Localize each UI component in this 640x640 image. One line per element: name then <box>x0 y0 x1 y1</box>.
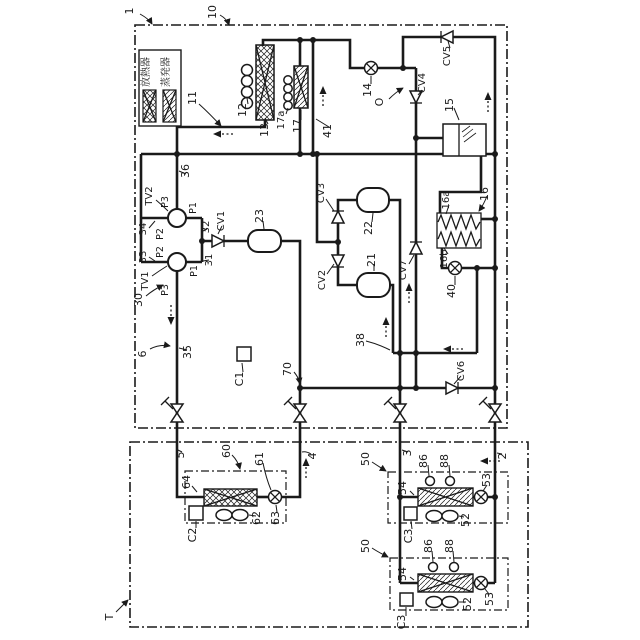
label-40: 40 <box>445 284 458 298</box>
label-11: 11 <box>186 91 199 105</box>
fan-52a <box>426 511 458 522</box>
label-tv1-p3: P3 <box>160 284 171 296</box>
label-cv7: CV7 <box>398 259 409 281</box>
service-valve-2 <box>284 397 306 422</box>
label-c3a: C3 <box>402 528 415 544</box>
label-86a: 86 <box>417 454 430 468</box>
compressor-22 <box>357 188 389 212</box>
label-c3b: C3 <box>395 614 408 630</box>
fan-52b <box>426 597 458 608</box>
label-17a: 17a <box>276 110 287 130</box>
label-53a: 53 <box>480 473 493 487</box>
label-tv2-p3: P3 <box>160 196 171 208</box>
label-t: T <box>103 613 116 621</box>
label-tv1-p2: P2 <box>155 246 166 258</box>
label-62: 62 <box>250 511 263 525</box>
check-valve-cv2 <box>332 255 344 267</box>
label-cv3: CV3 <box>316 182 327 204</box>
label-88a: 88 <box>438 454 451 468</box>
valve-40 <box>449 262 462 275</box>
label-14: 14 <box>361 83 374 97</box>
label-5: 5 <box>174 451 187 459</box>
label-50b: 50 <box>359 539 372 553</box>
check-valve-cv1 <box>212 235 224 247</box>
hx51b-evaporator <box>418 574 473 592</box>
pipe-comp22-discharge <box>389 200 400 583</box>
label-o: O <box>373 97 386 107</box>
check-valve-cv7 <box>410 242 422 254</box>
pipe-top-discharge <box>263 40 416 68</box>
label-53b: 53 <box>483 592 496 606</box>
service-valve-3 <box>384 397 406 422</box>
label-32: 32 <box>201 220 212 234</box>
hx17-evaporator <box>294 66 308 108</box>
label-63: 63 <box>269 511 282 525</box>
label-cv4: CV4 <box>417 72 428 94</box>
hx61-radiator <box>204 489 257 506</box>
label-31: 31 <box>204 253 215 267</box>
sensor-88a <box>446 477 455 486</box>
label-54b: 54 <box>396 567 409 581</box>
label-13: 13 <box>258 123 271 137</box>
hx51a-evaporator <box>418 488 473 506</box>
label-3: 3 <box>401 449 414 457</box>
label-6: 6 <box>136 350 149 358</box>
service-valve-4 <box>479 397 501 422</box>
valve-53a <box>475 491 488 504</box>
label-4: 4 <box>306 452 319 460</box>
check-valve-cv6 <box>446 382 458 394</box>
controller-c2 <box>189 506 203 520</box>
label-34: 34 <box>138 222 149 236</box>
label-21: 21 <box>365 253 378 267</box>
legend-box <box>139 50 181 126</box>
label-35: 35 <box>181 345 194 359</box>
label-22: 22 <box>362 221 375 235</box>
label-10: 10 <box>206 5 219 19</box>
label-86b: 86 <box>422 539 435 553</box>
label-tv2: TV2 <box>144 186 155 206</box>
compressor-21 <box>357 273 390 297</box>
sensor-86b <box>429 563 438 572</box>
legend-radiator-label: 放熱器 <box>141 57 152 87</box>
label-16a: 16a <box>441 190 452 210</box>
label-23: 23 <box>253 209 266 223</box>
label-16: 16 <box>478 187 491 201</box>
controller-c3b <box>400 593 413 606</box>
fan-12 <box>242 65 253 109</box>
label-16b: 16b <box>439 249 450 269</box>
fans <box>216 65 458 608</box>
service-valve-1 <box>161 397 183 422</box>
label-tv1: TV1 <box>140 271 151 291</box>
valve-tv1 <box>168 253 186 271</box>
label-tv1-p1: P1 <box>189 265 200 277</box>
label-52a: 52 <box>459 513 472 527</box>
sensor-86a <box>426 477 435 486</box>
controllers <box>189 347 417 606</box>
valve-14 <box>365 62 378 75</box>
label-30: 30 <box>132 293 145 307</box>
pipe-35-unit60-left <box>177 271 204 497</box>
label-c2: C2 <box>186 527 199 543</box>
sensor-88b <box>450 563 459 572</box>
label-tv2-p1: P1 <box>188 202 199 214</box>
label-1: 1 <box>123 7 136 15</box>
label-61: 61 <box>253 452 266 466</box>
tank-15-receiver <box>443 124 486 156</box>
label-12: 12 <box>236 103 249 117</box>
fan-62 <box>216 510 248 521</box>
pipe-comp21-discharge <box>390 285 393 353</box>
valve-53b <box>475 577 488 590</box>
label-c1: C1 <box>233 371 246 387</box>
label-cv6: CV6 <box>456 360 467 382</box>
label-60: 60 <box>220 444 233 458</box>
label-36: 36 <box>179 164 192 178</box>
hx16-internal-heat-exchanger <box>437 213 481 248</box>
check-valve-cv3 <box>332 211 344 223</box>
fan-17a <box>284 76 292 110</box>
label-41: 41 <box>321 124 334 138</box>
three-way-valves <box>168 209 186 271</box>
valve-63 <box>269 491 282 504</box>
service-valves <box>161 397 501 422</box>
label-cv5: CV5 <box>442 45 453 67</box>
controller-c1 <box>237 347 251 361</box>
controller-c3a <box>404 507 417 520</box>
check-valve-cv5 <box>441 31 453 43</box>
label-70: 70 <box>281 362 294 376</box>
label-17: 17 <box>291 119 304 133</box>
label-tv2-p2: P2 <box>155 228 166 240</box>
label-38: 38 <box>354 333 367 347</box>
label-cv2: CV2 <box>317 269 328 291</box>
label-64: 64 <box>180 475 193 489</box>
label-50a: 50 <box>359 452 372 466</box>
label-54a: 54 <box>396 481 409 495</box>
label-52b: 52 <box>461 597 474 611</box>
label-cv1: CV1 <box>216 210 227 232</box>
legend-evaporator-label: 蒸発器 <box>161 57 172 87</box>
label-2: 2 <box>496 452 509 460</box>
valve-tv2 <box>168 209 186 227</box>
compressor-23 <box>248 230 281 252</box>
hx13-radiator <box>256 45 274 120</box>
label-15: 15 <box>443 98 456 112</box>
label-88b: 88 <box>443 539 456 553</box>
label-33: 33 <box>138 250 149 264</box>
